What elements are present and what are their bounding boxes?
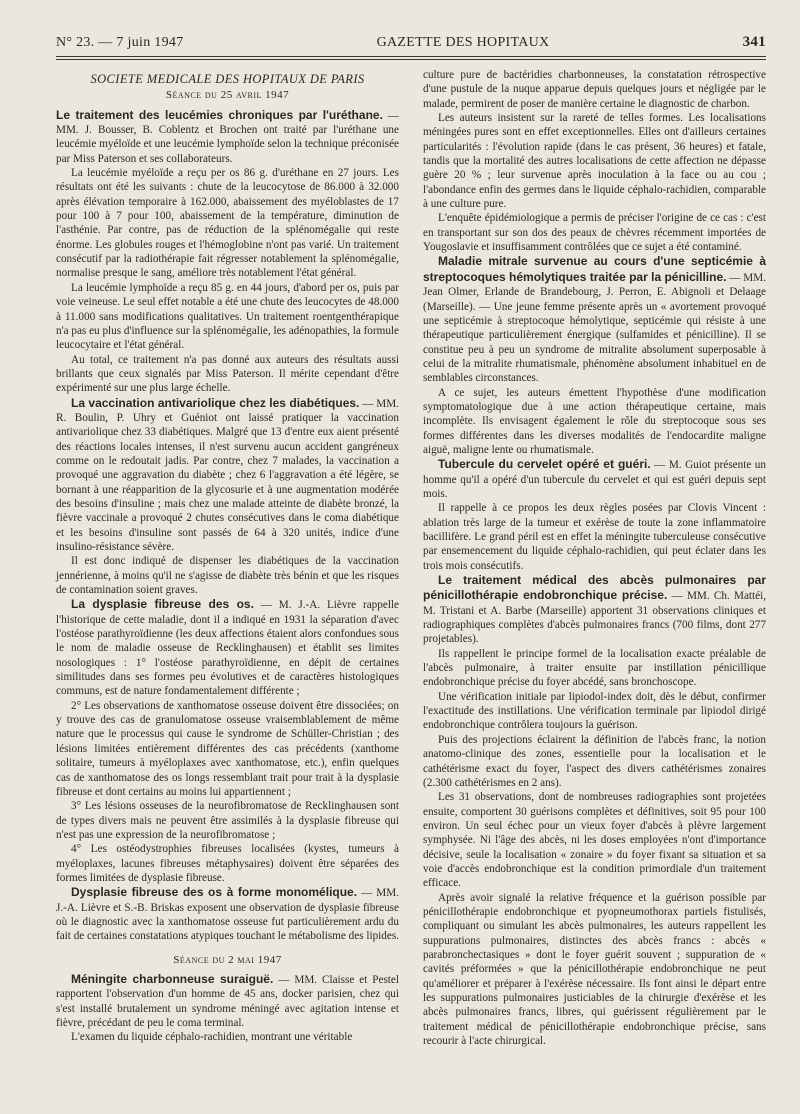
- article-intro: [423, 457, 766, 501]
- paragraph: culture pure de bactéridies charbonneuses, la constatation rétrospective d'une pustule de la nuque apparue depuis quelques jours et négligée par le malade, permirent de poser de manière certaine le diagnostic de charbon.: [423, 69, 766, 110]
- article-text: — M. Guiot présente un homme qu'il a opéré d'un tubercule du cervelet et qui est guéri depuis sept mois.: [423, 459, 766, 500]
- article-intro: [56, 108, 399, 166]
- paragraph: A ce sujet, les auteurs émettent l'hypothèse d'une modification symptomatologique due à une action thérapeutique certaine, mais incomplète. Ils envisagent également le rôle du streptocoque sous ses formes différentes dans les diverses modalités de l'endocardite maligne aiguë, maligne lente ou rhumatismale.: [423, 386, 766, 456]
- article-text: — MM. J.-A. Lièvre et S.-B. Briskas exposent une observation de dysplasie fibreuse où le diagnostic avec la xanthomatose osseuse fut particulièrement ardu du fait de certaines constatations atypiques touchant le métabolisme des lipides.: [56, 887, 399, 943]
- article-intro: [423, 573, 766, 647]
- right-column: [423, 68, 766, 1048]
- article-intro: [56, 885, 399, 943]
- paragraph: Au total, ce traitement n'a pas donné aux auteurs des résultats aussi brillants que ceux signalés par Miss Paterson. Il mérite cependant d'être expérimenté sur une plus large échelle.: [56, 353, 399, 395]
- article-text: — MM. Ch. Mattéi, M. Tristani et A. Barbe (Marseille) apportent 31 observations cliniques et radiographiques complètes d'abcès pulmonaires francs (700 films, dont 277 projetables).: [423, 590, 766, 646]
- paragraph: L'examen du liquide céphalo-rachidien, montrant une véritable: [71, 1031, 353, 1044]
- paragraph: Puis des projections éclairent la définition de l'abcès franc, la notion anatomo-clinique des zones, essentielle pour la localisation et le cathétérisme exact du foyer, l'aspect des divers cathétérismes zonaires (2.300 cathétérismes en 2 ans).: [423, 733, 766, 789]
- journal-title: GAZETTE DES HOPITAUX: [376, 35, 550, 50]
- left-column: [56, 68, 399, 1048]
- article-text: — MM. R. Boulin, P. Uhry et Guéniot ont laissé pratiquer la vaccination antivariolique chez 33 diabétiques. Malgré que 13 d'entre eux aient présenté des réactions locales intenses, il n'est survenu aucun accident gangréneux comme on le redoutait jadis. Par contre, chez 7 malades, la vaccination a provoqué une aggravation du diabète ; chez 6 l'aggravation a été légère, se bornant à une réapparition de la glycosurie et à une augmentation modérée des besoins d'insuline ; mais chez une malade atteinte de diabète bronzé, la fièvre vaccinale a provoqué 2 chutes consécutives dans le coma diabétique et les besoins d'insuline sont passés de 64 à 320 unités, indice d'une insulino-résistance sévère.: [56, 397, 399, 553]
- article-title: La vaccination antivariolique chez les diabétiques.: [71, 395, 360, 410]
- article-title: Le traitement des leucémies chroniques par l'uréthane.: [56, 107, 383, 122]
- issue-date: N° 23. — 7 juin 1947: [56, 35, 184, 50]
- paragraph: 3° Les lésions osseuses de la neurofibromatose de Recklinghausen sont de types divers mais ne peuvent être assimilés à la dysplasie fibreuse qui n'est pas une expression de la neurofibromatose ;: [56, 800, 399, 841]
- paragraph: Après avoir signalé la relative fréquence et la guérison possible par pénicillothérapie endobronchique et pyopneumothorax partiels fistulisés, compliquant ou simulant les abcès pulmonaires, les auteurs rappellent les suppurations pulmonaires, distinctes des abcès francs : abcès « parabronchectasiques » dont le foyer guérit souvent ; suppuration de « cavités préformées » que la pénicillothérapie endobronchique ne peut qu'améliorer et préparer à l'exérèse nécessaire. Ils font ainsi le départ entre les suppurations pulmonaires justiciables de la chirurgie d'exérèse et les abcès pulmonaires francs, libres, qui guérissent régulièrement par le traitement médical de pénicillothérapie endobronchique précise, sans recourir à l'acte chirurgical.: [423, 891, 766, 1048]
- article-intro: [56, 396, 399, 555]
- paragraph: Il rappelle à ce propos les deux règles posées par Clovis Vincent : ablation très large de la tumeur et exérèse de toute la zone inflammatoire bacillifère. Le grand péril est en effet la méningite tuberculeuse consécutive par ensemencement du liquide céphalo-rachidien, qui peut éclater dans les trois mois consécutifs.: [423, 502, 766, 572]
- paragraph: Il est donc indiqué de dispenser les diabétiques de la vaccination jennérienne, à moins qu'il ne s'agisse de diabète très bénin et que les risques de contamination soient graves.: [56, 555, 399, 597]
- session-date: Séance du 2 mai 1947: [173, 953, 282, 966]
- society-heading: SOCIETE MEDICALE DES HOPITAUX DE PARIS: [90, 72, 365, 86]
- session-date: Séance du 25 avril 1947: [165, 89, 290, 102]
- article-intro: [56, 972, 399, 1030]
- article-intro: [423, 254, 766, 385]
- article-text: — MM. J. Bousser, B. Coblentz et Brochen ont traité par l'uréthane une leucémie myéloïde et une leucémie lymphoïde selon la technique préconisée par Miss Paterson et ses collaborateurs.: [56, 109, 399, 165]
- article-intro: [56, 597, 399, 698]
- header-rule-double: [56, 59, 766, 60]
- article-text: — MM. Jean Olmer, Erlande de Brandebourg, J. Perron, E. Abignoli et Delaage (Marseille). — Une jeune femme présente après un « avortement provoqué une septicémie à streptocoque hémolytique, septicémie qui résiste à une thérapeutique particulièrement énergique (sulfamides et pénicilline). Il se constitue peu à peu un syndrome de mitralite absolument superposable à celui de la mitralite rhumatismale, phénomène absolument inhabituel en de semblables circonstances.: [423, 271, 766, 385]
- paragraph: La leucémie lymphoïde a reçu 85 g. en 44 jours, d'abord per os, puis par voie veineuse. Le seul effet notable a été une chute des leucocytes de 48.000 à 11.000 sans modifications qualitatives. Un traitement roentgenthérapique n'a pas eu plus d'influence sur la splénomégalie, les adénopathies, la formule leucocytaire et l'état général.: [56, 281, 399, 352]
- article-title: Maladie mitrale survenue au cours d'une septicémie à streptocoques hémolytiques traitée par la pénicilline.: [423, 254, 766, 284]
- paragraph: 2° Les observations de xanthomatose osseuse doivent être dissociées; on y trouve des cas de granulomatose osseuse vraisemblablement de même nature que le processus qui cause le syndrome de Schüller-Christian ; des lésions limitées entièrement différentes des cas précédents (xanthome solitaire, tumeurs à myéloplaxes avec xanthomatose, etc.), enfin quelques cas de xanthomatose des os longs ressemblant trait pour trait à la dysplasie fibreuse et dont certains au moins lui appartiennent ;: [56, 699, 399, 798]
- paragraph: 4° Les ostéodystrophies fibreuses localisées (kystes, tumeurs à myéloplaxes, lacunes fibreuses métaphysaires) doivent être séparées des formes limitées de dysplasie fibreuse.: [56, 843, 399, 884]
- article-title: Tubercule du cervelet opéré et guéri.: [438, 457, 651, 472]
- article-text: — M. J.-A. Lièvre rappelle l'historique de cette maladie, dont il a indiqué en 1931 la séparation d'avec l'ostéose parathyroïdienne (les deux affections étaient alors confondues sous le nom de maladie osseuse de Recklinghausen) et établit ses limites nosologiques : 1° l'ostéose parathyroïdienne, en dépit de certaines similitudes dans ses formes peu évolutives et de caractères histologiques communs, est de nature fondamentalement différente ;: [56, 599, 400, 698]
- text-columns: [56, 68, 766, 1048]
- running-header: [56, 34, 766, 54]
- article-title: Méningite charbonneuse suraiguë.: [71, 971, 274, 986]
- paragraph: Les auteurs insistent sur la rareté de telles formes. Les localisations méningées pures sont en effet exceptionnelles. Elles ont d'ailleurs certaines particularités : l'évolution rapide (dans le cas présent, 36 heures) et fatale, tandis que la mortalité des autres localisations de cette affection ne dépasse guère 20 % ; leur survenue après inoculation à la face ou au cou ; l'abondance enfin des germes dans le liquide céphalo-rachidien, comparable à une culture pure.: [423, 112, 766, 211]
- article-title: Le traitement médical des abcès pulmonaires par pénicillothérapie endobronchique précise.: [423, 573, 766, 603]
- header-rule: [56, 56, 766, 57]
- paragraph: Ils rappellent le principe formel de la localisation exacte préalable de l'abcès pulmonaire, à traiter ensuite par instillation pénicillique endobronchique précise du foyer abcédé, sans bronchoscope.: [423, 647, 766, 689]
- paragraph: Les 31 observations, dont de nombreuses radiographies sont projetées ensuite, comportent 30 guérisons complètes et définitives, soit 95 pour 100 environ. Un seul échec pour un vieux foyer d'abcès à plèvre largement symphysée. Ni l'âge des abcès, ni les doses employées n'ont d'importance décisive, seule la localisation « zonaire » du foyer fixant sa situation et sa voie d'accès endobronchique est la condition primordiale d'un traitement efficace.: [423, 791, 766, 890]
- paragraph: La leucémie myéloïde a reçu per os 86 g. d'uréthane en 27 jours. Les résultats ont été les suivants : chute de la leucocytose de 86.000 à 32.000 après élévation temporaire à 162.000, abaissement des myéloblastes de 17 pour 100 à 7 pour 100, abaissement de la température, diminution de l'asthénie. Par contre, pas de réduction de la splénomégalie qui reste énorme. Les globules rouges et l'hémoglobine n'ont pas varié. Un traitement consécutif par la radiothérapie fait régresser notablement la splénomégalie, normalise presque le sang, améliore très notablement l'état général.: [56, 167, 399, 280]
- page-number: 341: [742, 34, 766, 50]
- article-title: Dysplasie fibreuse des os à forme monomélique.: [71, 885, 358, 900]
- article-title: La dysplasie fibreuse des os.: [71, 597, 254, 612]
- paragraph: Une vérification initiale par lipiodol-index doit, dès le début, confirmer l'exactitude des instillations. Une vérification terminale par lipiodol dirigé endobronchique contrôlera toujours la guérison.: [423, 690, 766, 732]
- paragraph: L'enquête épidémiologique a permis de préciser l'origine de ce cas : c'est en transportant sur son dos des peaux de chèvres récemment importées de Yougoslavie et insuffisamment contrôlées que ce sujet a été contaminé.: [423, 212, 766, 254]
- article-text: — MM. Claisse et Pestel rapportent l'observation d'un homme de 45 ans, docker parisien, chez qui s'est installé brutalement un syndrome méningé avec agitation intense et fièvre, précédant de peu le coma terminal.: [56, 973, 399, 1029]
